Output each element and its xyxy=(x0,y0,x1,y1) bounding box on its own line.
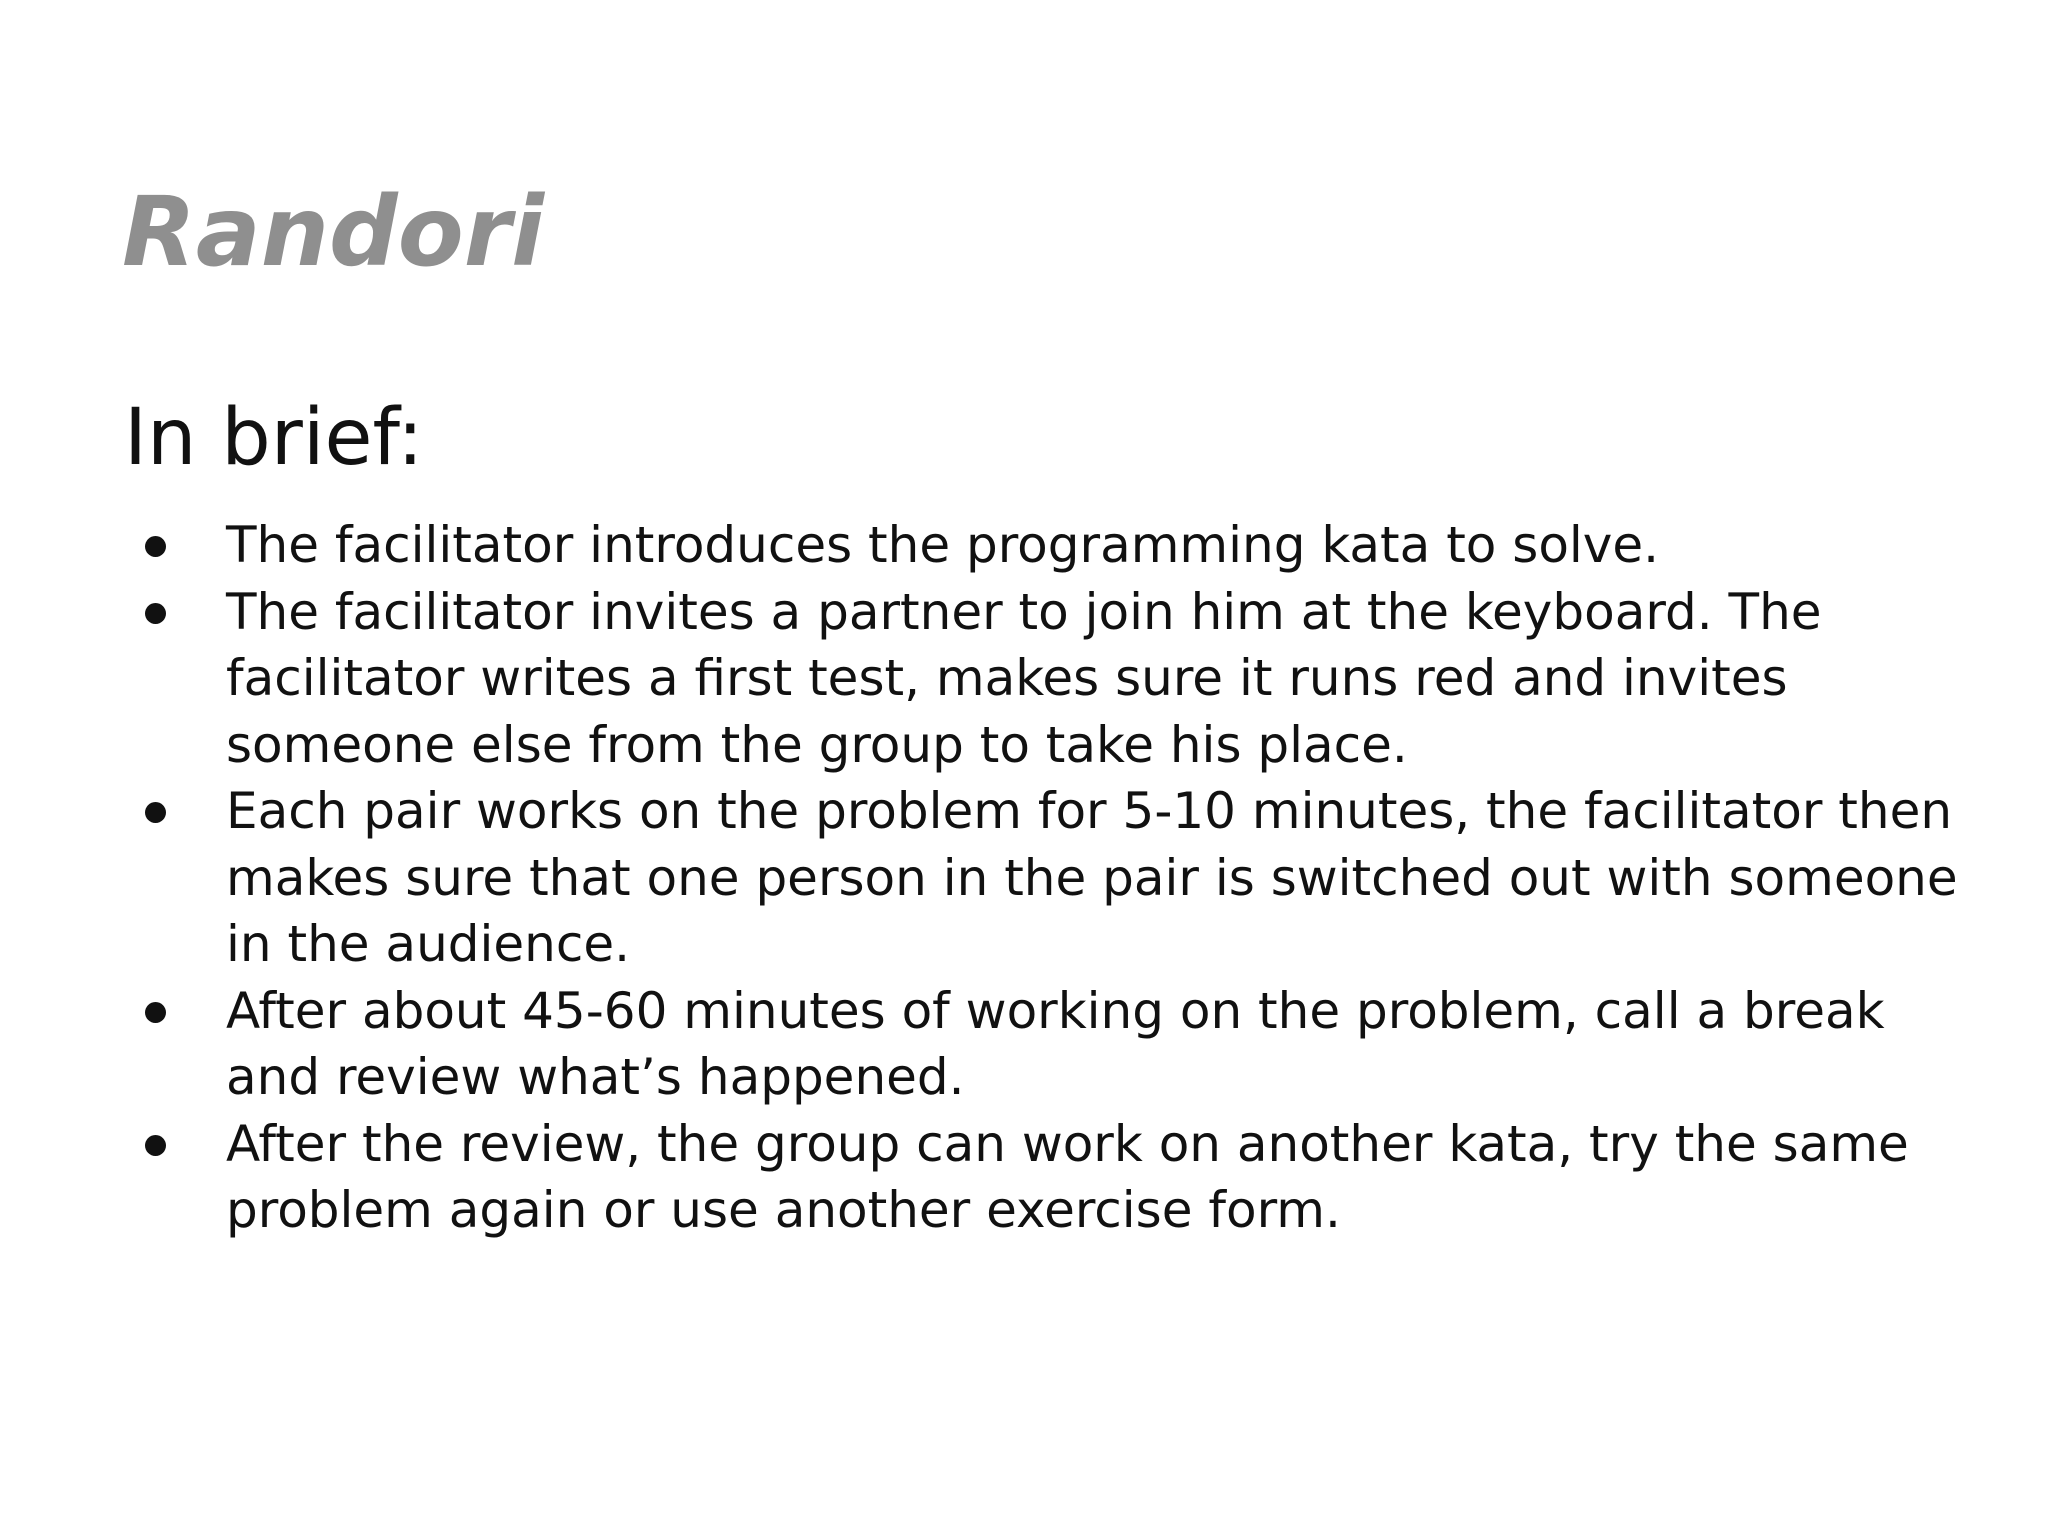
list-item xyxy=(140,778,1970,978)
bullet-text: After about 45-60 minutes of working on the problem, call a break and review what’s happened. xyxy=(226,981,1885,1106)
bullet-icon xyxy=(145,1135,166,1156)
bullet-icon xyxy=(145,802,166,823)
bullet-text: Each pair works on the problem for 5-10 minutes, the facilitator then makes sure that one person in the pair is switched out with someone in the audience. xyxy=(226,782,1958,973)
list-item xyxy=(140,978,1970,1111)
bullet-text: The facilitator introduces the programming kata to solve. xyxy=(226,516,1660,574)
bullet-icon xyxy=(145,1002,166,1023)
list-item xyxy=(140,1111,1970,1244)
bullet-list xyxy=(140,512,1970,1244)
bullet-icon xyxy=(145,536,166,557)
list-item xyxy=(140,579,1970,779)
section-heading: In brief: xyxy=(124,393,424,483)
bullet-icon xyxy=(145,603,166,624)
bullet-text: After the review, the group can work on another kata, try the same problem again or use another exercise form. xyxy=(226,1114,1909,1239)
bullet-text: The facilitator invites a partner to join him at the keyboard. The facilitator writes a first test, makes sure it runs red and invites someone else from the group to take his place. xyxy=(226,582,1822,774)
slide-title: Randori xyxy=(122,176,544,288)
list-item xyxy=(140,512,1970,579)
